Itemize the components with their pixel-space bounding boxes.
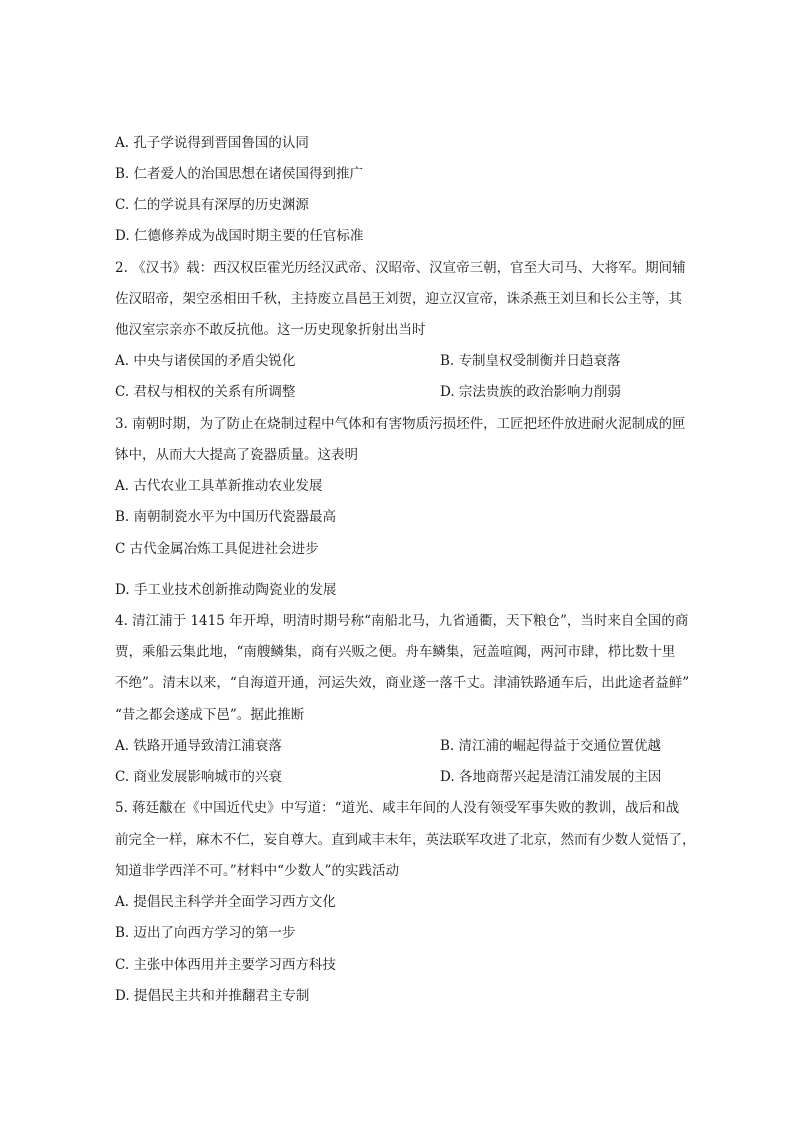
q4-stem-line-2: 贾，乘船云集此地，“南艘鳞集，商有兴贩之便。舟车鳞集，冠盖喧阗，两河市肆，栉比数十里 xyxy=(115,644,676,660)
q3-option-d: D. 手工业技术创新推动陶瓷业的发展 xyxy=(115,582,337,598)
q2-option-a: A. 中央与诸侯国的矛盾尖锐化 xyxy=(115,353,296,369)
q4-option-b: B. 清江浦的崛起得益于交通位置优越 xyxy=(440,738,662,754)
q2-option-d: D. 宗法贵族的政治影响力削弱 xyxy=(440,384,621,400)
q3-stem-line-2: 钵中，从而大大提高了瓷器质量。这表明 xyxy=(115,447,358,463)
q2-option-c: C. 君权与相权的关系有所调整 xyxy=(115,384,296,400)
q3-option-b: B. 南朝制瓷水平为中国历代瓷器最高 xyxy=(115,509,337,525)
q2-stem-line-3: 他汉室宗亲亦不敢反抗他。这一历史现象折射出当时 xyxy=(115,322,426,338)
q5-option-a: A. 提倡民主科学并全面学习西方文化 xyxy=(115,894,336,910)
q2-stem-line-2: 佐汉昭帝，架空丞相田千秋，主持废立昌邑王刘贺，迎立汉宣帝，诛杀燕王刘旦和长公主等，其 xyxy=(115,291,682,307)
q5-option-d: D. 提倡民主共和并推翻君主专制 xyxy=(115,988,310,1004)
q3-option-a: A. 古代农业工具革新推动农业发展 xyxy=(115,478,323,494)
q3-stem-line-1: 3. 南朝时期，为了防止在烧制过程中气体和有害物质污损坯件，工匠把坯件放进耐火泥制成的匣 xyxy=(115,416,686,432)
q2-option-b: B. 专制皇权受制衡并日趋衰落 xyxy=(440,353,621,369)
q5-option-b: B. 迈出了向西方学习的第一步 xyxy=(115,925,296,941)
q4-option-d: D. 各地商帮兴起是清江浦发展的主因 xyxy=(440,769,662,785)
q4-stem-line-3: 不绝”。清末以来，“自海道开通，河运失效，商业遂一落千丈。津浦铁路通车后，出此途者益鲜” xyxy=(115,675,690,691)
q5-stem-line-3: 知道非学西洋不可。”材料中“少数人”的实践活动 xyxy=(115,863,399,879)
q1-option-c: C. 仁的学说具有深厚的历史渊源 xyxy=(115,197,309,213)
q1-option-a: A. 孔子学说得到晋国鲁国的认同 xyxy=(115,135,309,151)
q2-stem-line-1: 2. 《汉书》载：西汉权臣霍光历经汉武帝、汉昭帝、汉宣帝三朝，官至大司马、大将军。期间辅 xyxy=(115,260,686,276)
q4-option-c: C. 商业发展影响城市的兴衰 xyxy=(115,769,282,785)
q1-option-d: D. 仁德修养成为战国时期主要的任官标准 xyxy=(115,228,364,244)
q5-option-c: C. 主张中体西用并主要学习西方科技 xyxy=(115,957,336,973)
q5-stem-line-1: 5. 蒋廷黻在《中国近代史》中写道：“道光、咸丰年间的人没有领受军事失败的教训，战后和战 xyxy=(115,800,680,816)
q5-stem-line-2: 前完全一样，麻木不仁，妄自尊大。直到咸丰末年，英法联军攻进了北京，然而有少数人觉悟了， xyxy=(115,832,696,848)
q4-option-a: A. 铁路开通导致清江浦衰落 xyxy=(115,738,282,754)
q1-option-b: B. 仁者爱人的治国思想在诸侯国得到推广 xyxy=(115,166,364,182)
q4-stem-line-1: 4. 清江浦于 1415 年开埠，明清时期号称“南船北马，九省通衢，天下粮仓”，当时来自全国的商 xyxy=(115,613,689,629)
q3-option-c: C 古代金属冶炼工具促进社会进步 xyxy=(115,541,319,557)
q4-stem-line-4: “昔之都会遂成下邑”。据此推断 xyxy=(115,707,305,723)
